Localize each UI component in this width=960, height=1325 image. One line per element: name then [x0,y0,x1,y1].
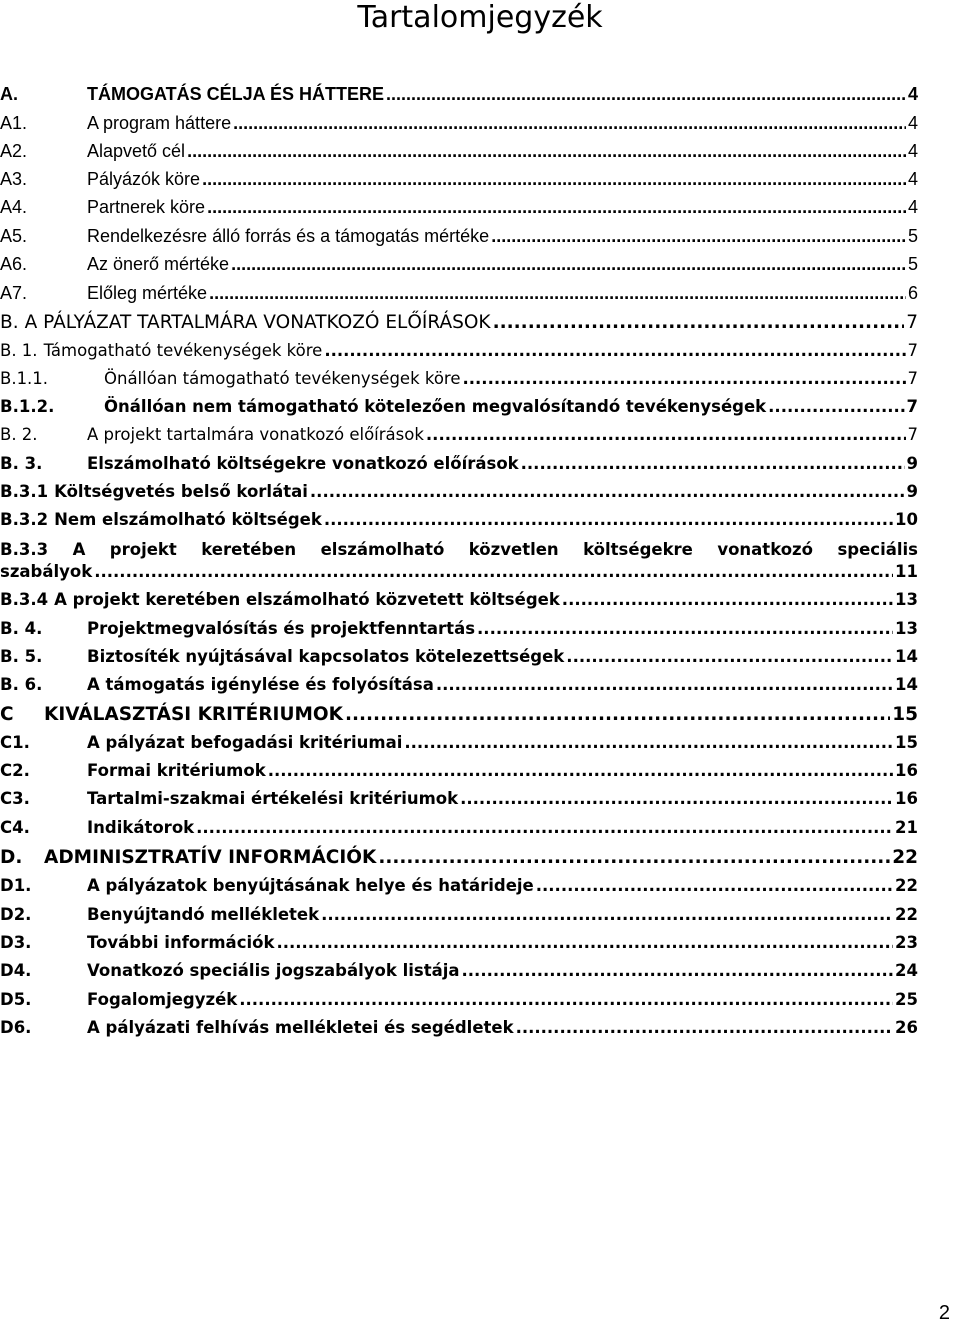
toc-entry-page: 14 [895,647,918,666]
toc-leader-dots [231,254,906,275]
toc-leader-dots [491,226,906,247]
toc-entry[interactable] [0,562,918,588]
toc-entry-number: B.3.4 [0,590,49,609]
toc-entry-number: B. 3. [0,454,43,473]
toc-entry-number: B. [0,312,19,333]
toc-entry[interactable] [0,197,918,223]
toc-leader-dots [94,562,893,581]
toc-entry-text: Vonatkozó speciális jogszabályok listája [87,961,460,980]
toc-entry-page: 7 [907,425,918,444]
toc-entry[interactable] [0,254,918,280]
toc-entry[interactable] [0,312,918,338]
toc-entry-page: 11 [895,562,918,581]
toc-leader-dots [460,789,893,808]
toc-entry[interactable] [0,761,918,787]
toc-entry[interactable] [0,789,918,815]
toc-leader-dots [324,341,905,360]
toc-leader-dots [536,876,893,895]
toc-entry-text: Fogalomjegyzék [87,990,238,1009]
toc-entry[interactable] [0,990,918,1016]
toc-entry-page: 24 [895,961,918,980]
toc-entry-number: B. 5. [0,647,43,666]
toc-leader-dots [202,169,906,190]
toc-entry[interactable] [0,876,918,902]
toc-entry-text: Formai kritériumok [87,761,266,780]
toc-entry[interactable] [0,141,918,167]
toc-entry-number: B.3.3 [0,540,49,559]
toc-leader-dots [207,197,906,218]
toc-entry-page: 7 [907,341,918,360]
toc-entry[interactable] [0,226,918,252]
toc-entry[interactable] [0,647,918,673]
toc-entry[interactable] [0,369,918,395]
toc-entry-text: Tartalmi-szakmai értékelési kritériumok [87,789,459,808]
toc-entry-number: A6. [0,254,28,274]
toc-entry-wrapped-line[interactable] [0,540,918,559]
toc-entry-page: 6 [907,283,918,303]
toc-entry-text: A pályázatok benyújtásának helye és határideje [87,876,534,895]
toc-entry-text: Önállóan támogatható tevékenységek köre [104,369,461,388]
toc-entry[interactable] [0,933,918,959]
toc-leader-dots [562,590,893,609]
toc-entry-number: A. [0,84,18,104]
toc-leader-dots [768,397,904,416]
toc-entry-number: C4. [0,818,30,837]
toc-leader-dots [386,84,906,105]
toc-entry-text: Rendelkezésre álló forrás és a támogatás mértéke [87,226,490,246]
toc-entry[interactable] [0,283,918,309]
toc-entry[interactable] [0,84,918,110]
toc-entry-page: 9 [906,454,918,473]
toc-entry-number: A5. [0,226,28,246]
toc-leader-dots [233,113,906,134]
toc-entry-number: D5. [0,990,32,1009]
toc-entry-text: Benyújtandó mellékletek [87,905,320,924]
toc-entry-text: A projekt keretében elszámolható közvetlen költségekre vonatkozó speciális [72,540,918,559]
toc-entry-page: 13 [895,619,918,638]
toc-entry-text: A pályázat befogadási kritériumai [87,733,403,752]
toc-entry[interactable] [0,397,918,423]
toc-entry-text: Előleg mértéke [87,283,208,303]
toc-entry-text: Támogatható tevékenységek köre [43,341,323,360]
toc-entry-text: Indikátorok [87,818,195,837]
toc-entry-page: 21 [895,818,918,837]
toc-entry-page: 22 [892,847,918,868]
toc-entry-number: D3. [0,933,32,952]
toc-leader-dots [521,454,905,473]
toc-entry-page: 4 [907,113,918,133]
toc-entry[interactable] [0,818,918,844]
toc-entry-number: A1. [0,113,28,133]
toc-entry-number: B.1.1. [0,369,49,388]
toc-entry-page: 4 [907,169,918,189]
toc-entry-text: Biztosíték nyújtásával kapcsolatos kötelezettségek [87,647,565,666]
toc-entry-page: 23 [895,933,918,952]
toc-entry-text: Az önerő mértéke [87,254,230,274]
toc-leader-dots [566,647,893,666]
toc-entry[interactable] [0,704,918,730]
toc-entry-page: 4 [907,141,918,161]
toc-entry-text: ADMINISZTRATÍV INFORMÁCIÓK [44,847,377,868]
page-number: 2 [938,1302,950,1324]
toc-entry-page: 22 [895,905,918,924]
toc-entry-text: Pályázók köre [87,169,201,189]
toc-leader-dots [276,933,893,952]
toc-entry-number: B. 1. [0,341,38,360]
toc-entry[interactable] [0,425,918,451]
toc-entry-text: A projekt tartalmára vonatkozó előírások [87,425,424,444]
toc-leader-dots [321,905,893,924]
toc-leader-dots [187,141,906,162]
toc-entry-page: 13 [895,590,918,609]
toc-leader-dots [462,961,894,980]
toc-entry[interactable] [0,169,918,195]
toc-entry-page: 15 [895,733,918,752]
toc-entry-page: 10 [895,510,918,529]
toc-entry-number: A3. [0,169,28,189]
toc-entry-number: B.3.1 [0,482,49,501]
toc-entry-page: 7 [907,369,918,388]
toc-entry-page: 4 [907,197,918,217]
toc-entry[interactable] [0,590,918,616]
toc-entry-number: B.3.2 [0,510,49,529]
toc-entry-text: Nem elszámolható költségek [54,510,322,529]
toc-entry-page: 16 [895,761,918,780]
toc-entry-number: A4. [0,197,28,217]
toc-entry-number: C2. [0,761,30,780]
toc-entry[interactable] [0,847,918,873]
toc-entry[interactable] [0,454,918,480]
toc-entry[interactable] [0,113,918,139]
toc-entry-page: 4 [907,84,918,104]
toc-entry-text: A program háttere [87,113,232,133]
toc-entry-number: B.1.2. [0,397,55,416]
toc-entry-text: TÁMOGATÁS CÉLJA ÉS HÁTTERE [87,84,385,104]
toc-entry-text: Alapvető cél [87,141,186,161]
toc-entry-text: További információk [87,933,275,952]
toc-leader-dots [404,733,893,752]
toc-entry-page: 26 [895,1018,918,1037]
toc-leader-dots [196,818,893,837]
toc-entry-text-continued: szabályok [0,562,93,581]
toc-leader-dots [493,312,905,333]
toc-entry-page: 14 [895,675,918,694]
toc-entry-page: 7 [906,397,918,416]
toc-entry-page: 5 [907,226,918,246]
toc-entry-number: A7. [0,283,28,303]
toc-entry-text: Önállóan nem támogatható kötelezően megvalósítandó tevékenységek [104,397,767,416]
toc-entry-number: B. 4. [0,619,43,638]
toc-entry-text: KIVÁLASZTÁSI KRITÉRIUMOK [44,704,343,725]
toc-entry-text: A pályázati felhívás mellékletei és segédletek [87,1018,514,1037]
toc-entry-number: D4. [0,961,32,980]
toc-entry[interactable] [0,961,918,987]
toc-entry-text: Elszámolható költségekre vonatkozó előírások [87,454,519,473]
toc-entry-number: B. 2. [0,425,38,444]
toc-entry-text: A PÁLYÁZAT TARTALMÁRA VONATKOZÓ ELŐÍRÁSOK [24,312,491,333]
toc-leader-dots [463,369,906,388]
toc-entry[interactable] [0,675,918,701]
toc-leader-dots [268,761,893,780]
toc-entry[interactable] [0,341,918,367]
page-title: Tartalomjegyzék [357,0,603,35]
toc-entry-number: A2. [0,141,28,161]
toc-entry-page: 16 [895,789,918,808]
toc-entry-page: 22 [895,876,918,895]
toc-leader-dots [239,990,893,1009]
toc-leader-dots [516,1018,893,1037]
toc-entry-number: B. 6. [0,675,43,694]
toc-entry[interactable] [0,1018,918,1044]
toc-entry-number: D2. [0,905,32,924]
toc-entry[interactable] [0,619,918,645]
toc-leader-dots [426,425,906,444]
toc-entry-page: 7 [906,312,918,333]
toc-entry[interactable] [0,905,918,931]
toc-entry-page: 5 [907,254,918,274]
toc-entry[interactable] [0,510,918,536]
toc-entry-text: Költségvetés belső korlátai [54,482,308,501]
toc-entry-text: A projekt keretében elszámolható közvetett költségek [54,590,560,609]
toc-entry-page: 9 [906,482,918,501]
toc-entry-number: D1. [0,876,32,895]
toc-leader-dots [209,283,906,304]
toc-entry-page: 15 [892,704,918,725]
toc-entry-number: C [0,704,14,725]
toc-leader-dots [436,675,893,694]
toc-entry-text: Partnerek köre [87,197,206,217]
toc-entry-number: C1. [0,733,30,752]
toc-leader-dots [378,847,890,868]
toc-entry-text: A támogatás igénylése és folyósítása [87,675,434,694]
toc-leader-dots [324,510,893,529]
toc-entry-number: C3. [0,789,30,808]
toc-entry[interactable] [0,733,918,759]
toc-entry-page: 25 [895,990,918,1009]
toc-entry[interactable] [0,482,918,508]
toc-leader-dots [345,704,890,725]
toc-entry-text: Projektmegvalósítás és projektfenntartás [87,619,476,638]
toc-entry-number: D. [0,847,23,868]
toc-leader-dots [310,482,905,501]
toc-leader-dots [477,619,893,638]
toc-entry-number: D6. [0,1018,32,1037]
